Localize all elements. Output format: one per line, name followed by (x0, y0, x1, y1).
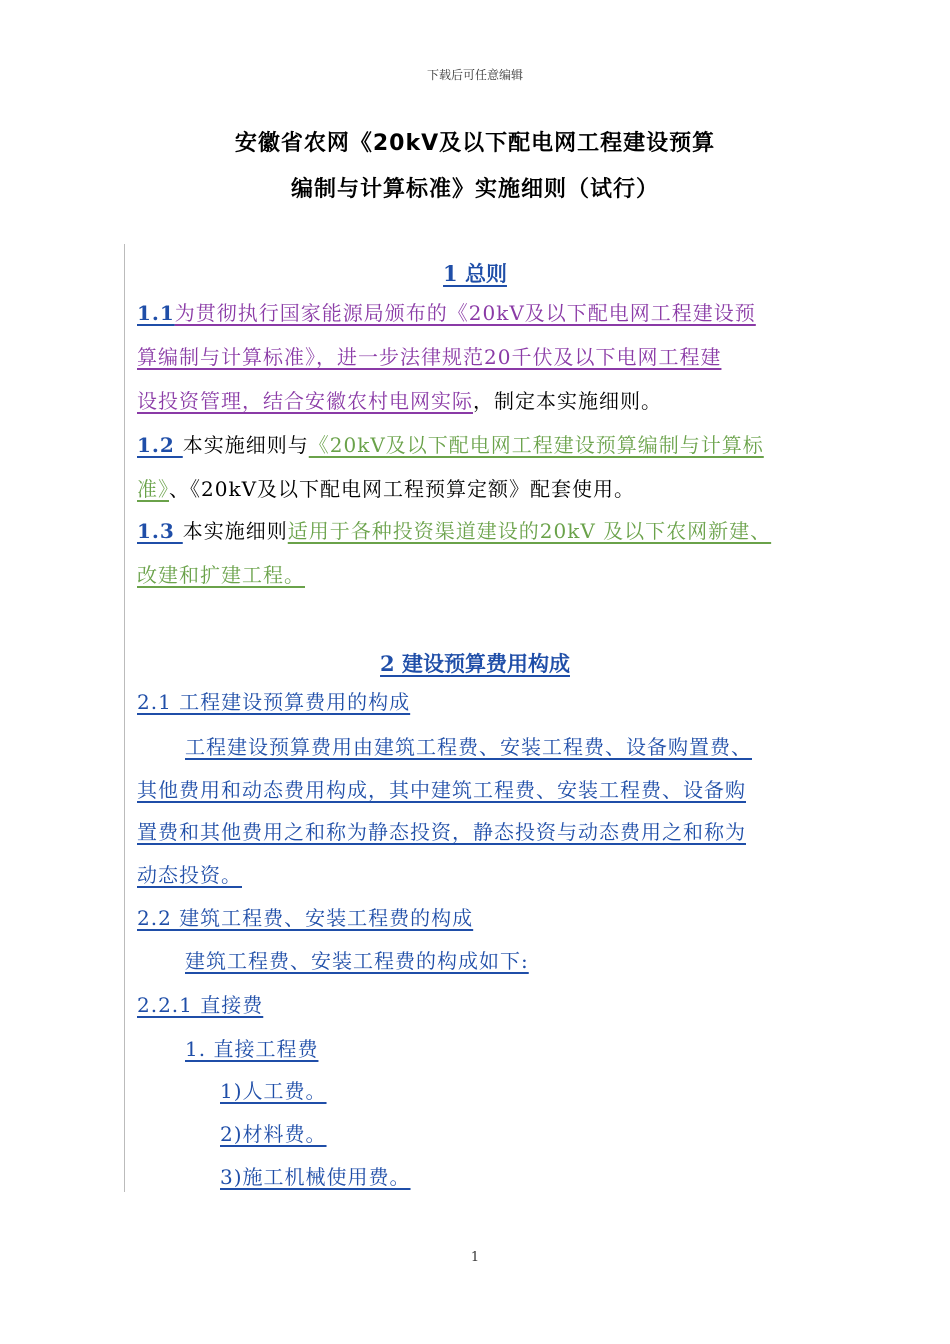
clause-link-text[interactable]: 改建和扩建工程。 (137, 563, 305, 587)
clause-1-1-line-2 (137, 345, 721, 369)
clause-number: 1.2 (137, 433, 183, 457)
clause-link-text[interactable]: 为贯彻执行国家能源局颁布的《20kV及以下配电网工程建设预 (174, 301, 756, 325)
list-item[interactable]: 1. 直接工程费 (185, 1037, 319, 1061)
document-title-line-2: 编制与计算标准》实施细则（试行） (290, 177, 659, 202)
clause-link-text[interactable]: 算编制与计算标准》，进一步法律规范20千伏及以下电网工程建 (137, 345, 722, 369)
section-2-heading (0, 648, 950, 678)
clause-text: 本实施细则与 (182, 433, 309, 457)
clause-1-3-line-1 (137, 519, 771, 543)
clause-link-text[interactable]: 《20kV及以下配电网工程建设预算编制与计算标 (308, 433, 764, 457)
page-number: 1 (470, 1250, 480, 1265)
clause-text: 、《20kV及以下配电网工程预算定额》配套使用。 (169, 477, 636, 501)
section-1-heading-text[interactable]: 1 总则 (443, 261, 507, 286)
subsection-2-2-1-title[interactable]: 2.2.1 直接费 (137, 993, 264, 1017)
clause-link-text[interactable]: 设投资管理，结合安徽农村电网实际 (137, 389, 473, 413)
clause-number: 1.3 (137, 519, 183, 543)
clause-text: ，制定本实施细则。 (473, 389, 662, 413)
clause-1-1-line-3 (137, 389, 662, 413)
document-title-line-1: 安徽省农网《20kV及以下配电网工程建设预算 (234, 131, 716, 156)
clause-link-text[interactable]: 准》 (137, 477, 169, 501)
clause-text: 本实施细则 (182, 519, 288, 543)
body-line[interactable]: 其他费用和动态费用构成，其中建筑工程费、安装工程费、设备购 (137, 778, 746, 802)
clause-1-1-line-1 (137, 301, 756, 325)
subsection-2-1-title[interactable]: 2.1 工程建设预算费用的构成 (137, 690, 411, 714)
clause-link-text[interactable]: 适用于各种投资渠道建设的20kV 及以下农网新建、 (287, 519, 772, 543)
header-note: 下载后可任意编辑 (426, 68, 523, 82)
clause-1-2-line-2 (137, 477, 635, 501)
body-line[interactable]: 动态投资。 (137, 863, 242, 887)
section-1-heading (0, 258, 950, 288)
margin-line (124, 244, 125, 1192)
sub-list-item[interactable]: 2)材料费。 (220, 1122, 327, 1146)
sub-list-item[interactable]: 1)人工费。 (220, 1079, 327, 1103)
body-line[interactable]: 工程建设预算费用由建筑工程费、安装工程费、设备购置费、 (185, 735, 752, 759)
clause-1-3-line-2 (137, 563, 305, 587)
section-2-heading-text[interactable]: 2 建设预算费用构成 (380, 651, 570, 676)
clause-1-2-line-1 (137, 433, 764, 457)
subsection-2-2-title[interactable]: 2.2 建筑工程费、安装工程费的构成 (137, 906, 474, 930)
body-line[interactable]: 建筑工程费、安装工程费的构成如下: (185, 949, 529, 973)
sub-list-item[interactable]: 3)施工机械使用费。 (220, 1165, 411, 1189)
clause-number: 1.1 (137, 301, 175, 325)
body-line[interactable]: 置费和其他费用之和称为静态投资，静态投资与动态费用之和称为 (137, 820, 746, 844)
